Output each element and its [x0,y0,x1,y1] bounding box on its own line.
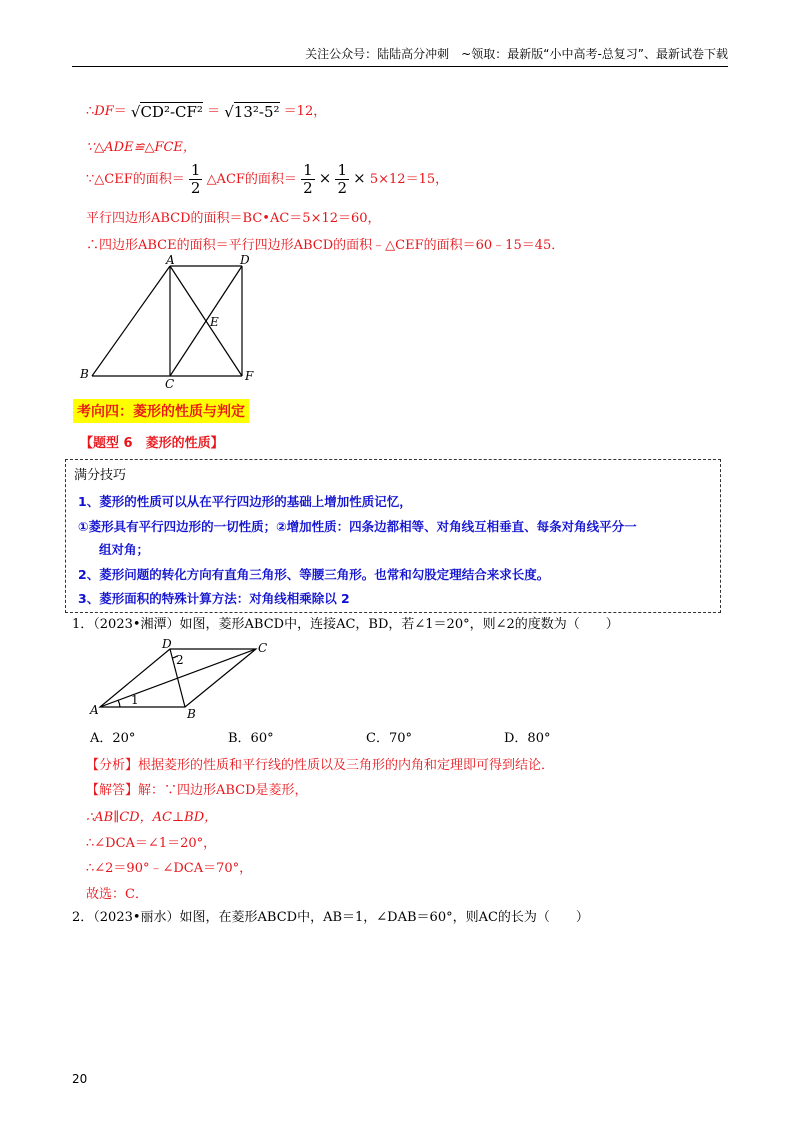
label-A: A [166,253,175,267]
answer-line-2: ∴AB∥CD，AC⊥BD， [86,810,218,825]
label-C: C [165,377,175,391]
solution-line-4: 平行四边形ABCD的面积＝BC•AC＝5×12＝60， [86,211,381,226]
tip-line-1: 1、菱形的性质可以从在平行四边形的基础上增加性质记忆， [78,494,412,509]
section-title: 考向四：菱形的性质与判定 [73,399,249,423]
fraction-half-2: $\frac{1}{2}$ [303,161,313,197]
label-D: D [240,253,250,267]
solution-line-3: ∵△CEF的面积＝ $\frac{1}{2}$ △ACF的面积＝ $\frac{1}{2}$ × $\frac{1}{2}$ × 5×12＝15， [86,161,449,197]
label-B: B [80,367,89,381]
choice-c[interactable]: C．70° [366,731,412,746]
analysis-text: 【分析】根据菱形的性质和平行线的性质以及三角形的内角和定理即可得到结论． [86,758,555,773]
label-angle-2: 2 [176,653,184,667]
choice-d[interactable]: D．80° [504,731,551,746]
label-D: D [162,637,172,651]
sqrt-expression-1: √CD²-CF² [130,102,203,121]
choice-a[interactable]: A．20° [90,731,136,746]
fraction-half-1: $\frac{1}{2}$ [190,161,201,197]
page-header: 关注公众号：陆陆高分冲刺 ~领取：最新版“小中高考-总复习”、最新试卷下载 [72,44,728,67]
solution-line-5: ∴四边形ABCE的面积＝平行四边形ABCD的面积﹣△CEF的面积＝60﹣15＝45． [86,238,565,253]
label-B: B [187,707,196,721]
fraction-half-3: $\frac{1}{2}$ [337,161,348,197]
question-1-stem: 1．（2023•湘潭）如图，菱形ABCD中，连接AC，BD，若∠1＝20°，则∠2的度数为（ ） [72,617,619,632]
sqrt-expression-2: √13²-5² [224,102,280,121]
solution-line-1: ∴DF＝ √CD²-CF² ＝ √13²-5² ＝12， [86,102,327,121]
label-A: A [90,703,99,717]
solution-line-2: ∵△ADE≌△FCE， [86,140,196,155]
tips-box [65,459,721,613]
tips-title: 满分技巧 [74,468,127,483]
label-C: C [258,641,268,655]
tip-line-2: ①菱形具有平行四边形的一切性质；②增加性质：四条边都相等、对角线互相垂直、每条对角线平分一 [78,519,637,534]
choice-b[interactable]: B．60° [228,731,274,746]
answer-line-5: 故选：C． [86,887,148,902]
page-number: 20 [72,1072,88,1086]
answer-line-4: ∴∠2＝90°﹣∠DCA＝70°， [86,861,253,876]
answer-line-1: 【解答】解：∵四边形ABCD是菱形， [86,783,308,798]
figure-parallelogram-abcd [70,252,270,392]
question-2-stem: 2．（2023•丽水）如图，在菱形ABCD中，AB＝1，∠DAB＝60°，则AC的长为（ ） [72,910,589,925]
figure-rhombus-abcd [88,634,278,722]
label-angle-1: 1 [131,693,139,707]
answer-line-3: ∴∠DCA＝∠1＝20°， [86,836,217,851]
label-F: F [245,369,254,383]
tip-line-3: 2、菱形问题的转化方向有直角三角形、等腰三角形。也常和勾股定理结合来求长度。 [78,567,550,582]
tip-line-4: 3、菱形面积的特殊计算方法：对角线相乘除以 2 [78,591,350,606]
tip-line-2b: 组对角； [99,542,150,557]
question-type-title: 【题型 6 菱形的性质】 [80,436,224,451]
label-E: E [210,315,219,329]
